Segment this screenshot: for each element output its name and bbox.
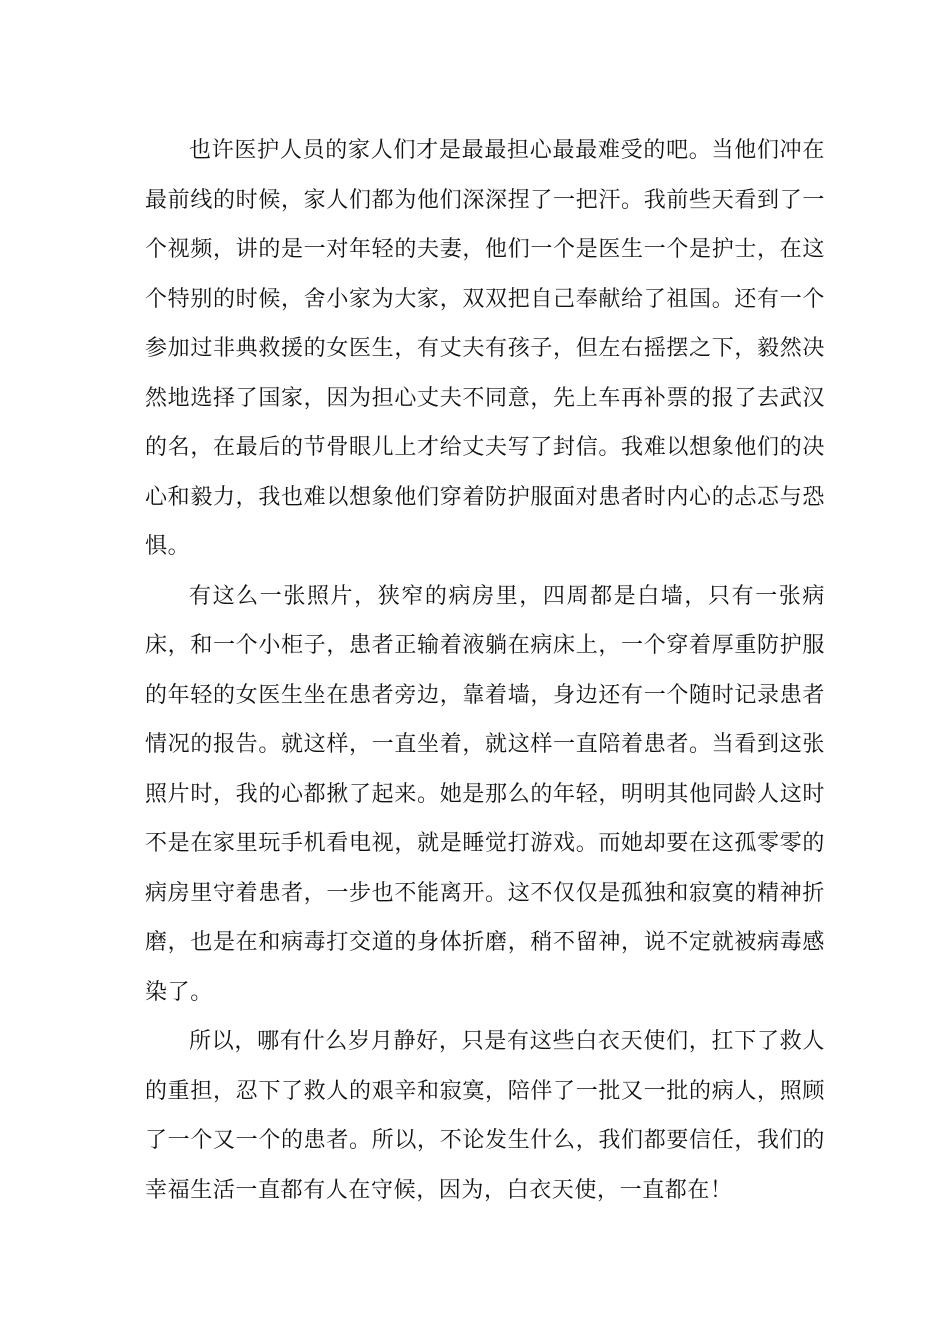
document-body (145, 126, 825, 1215)
paragraph-2: 有这么一张照片，狭窄的病房里，四周都是白墙，只有一张病床，和一个小柜子，患者正输着液躺在病床上，一个穿着厚重防护服的年轻的女医生坐在患者旁边，靠着墙，身边还有一个随时记录患者情况的报告。就这样，一直坐着，就这样一直陪着患者。当看到这张照片时，我的心都揪了起来。她是那么的年轻，明明其他同龄人这时不是在家里玩手机看电视，就是睡觉打游戏。而她却要在这孤零零的病房里守着患者，一步也不能离开。这不仅仅是孤独和寂寞的精神折磨，也是在和病毒打交道的身体折磨，稍不留神，说不定就被病毒感染了。 (145, 583, 825, 1005)
paragraph-3: 所以，哪有什么岁月静好，只是有这些白衣天使们，扛下了救人的重担，忍下了救人的艰辛和寂寞，陪伴了一批又一批的病人，照顾了一个又一个的患者。所以，不论发生什么，我们都要信任，我们的幸福生活一直都有人在守候，因为，白衣天使，一直都在！ (145, 1029, 825, 1203)
paragraph-1: 也许医护人员的家人们才是最最担心最最难受的吧。当他们冲在最前线的时候，家人们都为他们深深捏了一把汗。我前些天看到了一个视频，讲的是一对年轻的夫妻，他们一个是医生一个是护士，在这个特别的时候，舍小家为大家，双双把自己奉献给了祖国。还有一个参加过非典救援的女医生，有丈夫有孩子，但左右摇摆之下，毅然决然地选择了国家，因为担心丈夫不同意，先上车再补票的报了去武汉的名，在最后的节骨眼儿上才给丈夫写了封信。我难以想象他们的决心和毅力，我也难以想象他们穿着防护服面对患者时内心的忐忑与恐惧。 (145, 138, 825, 559)
